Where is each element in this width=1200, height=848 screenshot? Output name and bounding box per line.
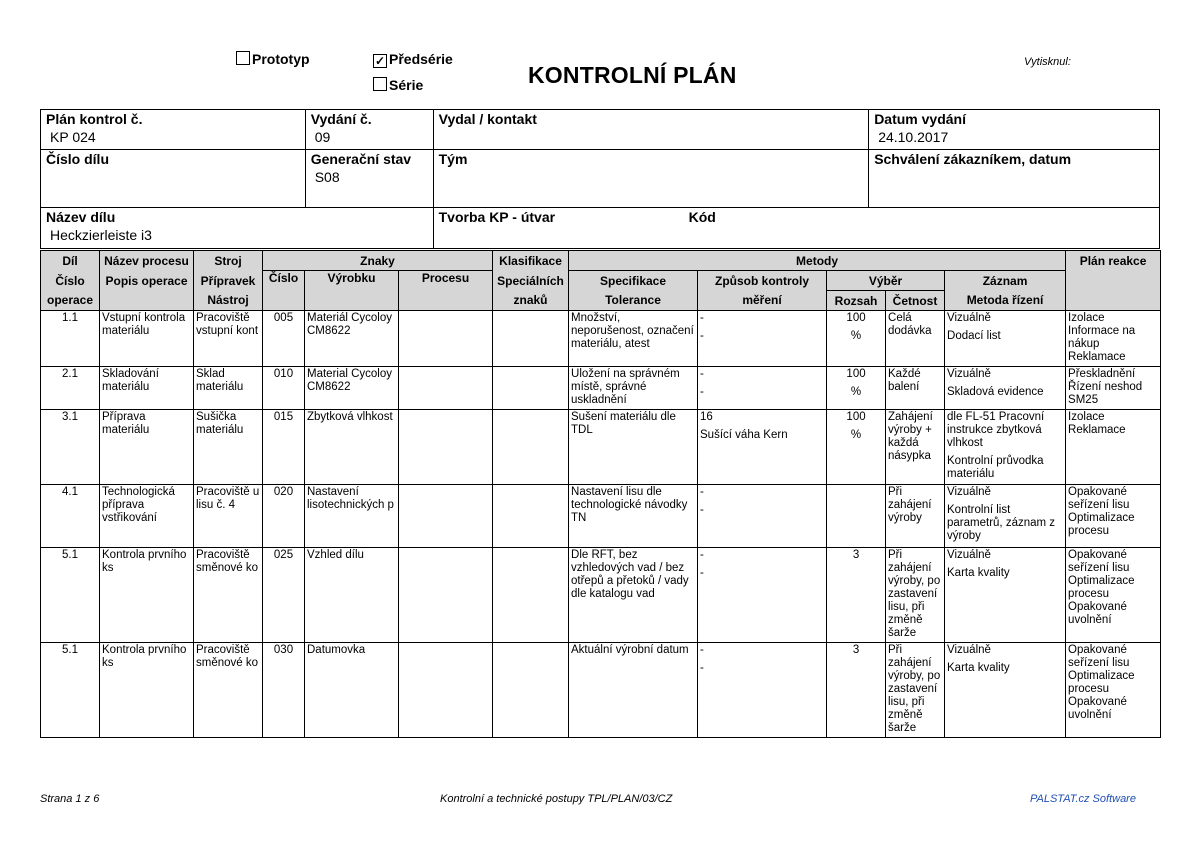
team-cell [433, 150, 869, 208]
cell-proc [399, 367, 493, 410]
col-plan-empty [1066, 271, 1161, 291]
checkbox-box[interactable] [236, 51, 250, 65]
cell-range [827, 548, 886, 643]
cell-range [827, 485, 886, 548]
cell-range [827, 643, 886, 738]
cell-machine: Pracoviště směnové ko [194, 643, 263, 738]
cell-spec: Aktuální výrobní datum [569, 643, 698, 738]
cell-special [493, 485, 569, 548]
col-klasifikace: Klasifikace [493, 251, 569, 271]
col-cislo: Číslo [41, 271, 100, 291]
table-row [41, 367, 1161, 410]
cell-no: 025 [263, 548, 305, 643]
footer-page: Strana 1 z 6 [40, 793, 100, 805]
method-2: - [700, 567, 704, 579]
plan-no-cell [41, 110, 306, 150]
cell-no: 010 [263, 367, 305, 410]
col-znaky: Znaky [263, 251, 493, 271]
cell-freq: Celá dodávka [886, 311, 945, 367]
record-2: Kontrolní průvodka materiálu [947, 455, 1044, 480]
method-2: - [700, 504, 704, 516]
cell-op: 4.1 [41, 485, 100, 548]
cell-special [493, 643, 569, 738]
creation-cell [433, 208, 1159, 249]
record-1: Vizuálně [947, 312, 991, 324]
cell-spec: Sušení materiálu dle TDL [569, 410, 698, 485]
col-plan-reakce: Plán reakce [1066, 251, 1161, 271]
cell-machine: Sušička materiálu [194, 410, 263, 485]
cell-no: 015 [263, 410, 305, 485]
col-operace: operace [41, 291, 100, 311]
col-specialnich: Speciálních [493, 271, 569, 291]
cell-range [827, 410, 886, 485]
cell-no: 030 [263, 643, 305, 738]
cell-machine: Pracoviště směnové ko [194, 548, 263, 643]
method-1: - [700, 312, 704, 324]
printed-by-label: Vytisknul: [1024, 56, 1071, 68]
date-cell [869, 110, 1160, 150]
cell-method [698, 311, 827, 367]
cell-range [827, 367, 886, 410]
cell-record [945, 311, 1066, 367]
range-2: % [850, 429, 862, 441]
col-popis-empty [100, 291, 194, 311]
cell-record [945, 410, 1066, 485]
col-cetnost: Četnost [886, 291, 945, 311]
part-name-value: Heckzierleiste i3 [50, 227, 152, 243]
cell-machine: Pracoviště u lisu č. 4 [194, 485, 263, 548]
range-1: 100 [846, 312, 866, 324]
record-1: Vizuálně [947, 644, 991, 656]
cell-spec: Dle RFT, bez vzhledových vad / bez otřepů a přetoků / vady dle katalogu vad [569, 548, 698, 643]
issue-label: Vydání č. [310, 111, 372, 127]
method-2: Sušící váha Kern [700, 429, 788, 441]
plan-no-label: Plán kontrol č. [46, 111, 143, 127]
col-specifikace: Specifikace [569, 271, 698, 291]
date-label: Datum vydání [874, 111, 966, 127]
cell-record [945, 367, 1066, 410]
checkbox-box[interactable] [373, 77, 387, 91]
gen-state-value: S08 [314, 169, 340, 185]
part-name-label: Název dílu [46, 209, 116, 225]
cell-method [698, 367, 827, 410]
method-1: 16 [700, 411, 713, 423]
cell-product: Datumovka [305, 643, 399, 738]
cell-freq: Při zahájení výroby, po zastavení lisu, při změně šarže [886, 643, 945, 738]
cell-proc [399, 643, 493, 738]
col-mereni: měření [698, 291, 827, 311]
cell-machine: Sklad materiálu [194, 367, 263, 410]
col-zpusob: Způsob kontroly [698, 271, 827, 291]
table-row [41, 311, 1161, 367]
record-1: Vizuálně [947, 368, 991, 380]
record-2: Karta kvality [947, 662, 1010, 674]
range-1: 3 [852, 644, 860, 656]
method-1: - [700, 368, 704, 380]
record-2: Dodací list [947, 330, 1001, 342]
check-icon[interactable]: ✓ [374, 54, 386, 68]
cell-record [945, 548, 1066, 643]
record-2: Kontrolní list parametrů, záznam z výroby [947, 504, 1056, 542]
col-plan-empty2 [1066, 291, 1161, 311]
part-name-cell [41, 208, 434, 249]
date-value: 24.10.2017 [878, 129, 949, 145]
table-row [41, 643, 1161, 738]
col-zaznam: Záznam [945, 271, 1066, 291]
approval-label: Schválení zákazníkem, datum [874, 151, 1072, 167]
cell-machine: Pracoviště vstupní kont [194, 311, 263, 367]
cell-freq: Při zahájení výroby, po zastavení lisu, při změně šarže [886, 548, 945, 643]
cell-method [698, 548, 827, 643]
cell-product: Zbytková vlhkost [305, 410, 399, 485]
cell-reaction: Opakované seřízení lisu Optimalizace procesu Opakované uvolnění [1066, 643, 1161, 738]
record-1: Vizuálně [947, 486, 991, 498]
col-metody: Metody [569, 251, 1066, 271]
cell-method [698, 410, 827, 485]
cell-proc [399, 311, 493, 367]
col-dil: Díl [41, 251, 100, 271]
cell-freq: Zahájení výroby + každá násypka [886, 410, 945, 485]
part-no-label: Číslo dílu [46, 151, 109, 167]
checkbox-label: Série [389, 77, 424, 93]
issue-cell [305, 110, 433, 150]
cell-op: 3.1 [41, 410, 100, 485]
checkbox-prototyp[interactable] [236, 51, 310, 67]
col-znaku: znaků [493, 291, 569, 311]
col-znak-cislo: Číslo [263, 271, 305, 311]
gen-state-cell [305, 150, 433, 208]
range-1: 100 [846, 411, 866, 423]
gen-state-label: Generační stav [310, 151, 412, 167]
footer-software-link[interactable]: PALSTAT.cz Software [1030, 793, 1136, 805]
cell-op: 5.1 [41, 548, 100, 643]
approval-cell [869, 150, 1160, 208]
cell-proc [399, 548, 493, 643]
col-nazev: Název procesu [100, 251, 194, 271]
page-title: KONTROLNÍ PLÁN [528, 62, 737, 88]
record-1: dle FL-51 Pracovní instrukce zbytková vlhkost [947, 411, 1045, 449]
record-1: Vizuálně [947, 549, 991, 561]
method-1: - [700, 549, 704, 561]
col-stroj: Stroj [194, 251, 263, 271]
cell-op: 5.1 [41, 643, 100, 738]
cell-process: Kontrola prvního ks [100, 643, 194, 738]
creation-label: Tvorba KP - útvar [438, 209, 556, 225]
team-label: Tým [438, 151, 468, 167]
checkbox-label: Prototyp [252, 51, 310, 67]
method-1: - [700, 644, 704, 656]
issued-by-cell [433, 110, 869, 150]
checkbox-label: Předsérie [389, 51, 453, 67]
issue-value: 09 [314, 129, 331, 145]
header-table [40, 109, 1160, 249]
cell-op: 1.1 [41, 311, 100, 367]
cell-process: Vstupní kontrola materiálu [100, 311, 194, 367]
method-2: - [700, 386, 704, 398]
cell-range [827, 311, 886, 367]
method-2: - [700, 662, 704, 674]
cell-product: Material Cycoloy CM8622 [305, 367, 399, 410]
col-tolerance: Tolerance [569, 291, 698, 311]
col-popis: Popis operace [100, 271, 194, 291]
control-plan-table [40, 250, 1161, 738]
table-row [41, 485, 1161, 548]
checkbox-serie[interactable] [373, 77, 423, 93]
cell-product: Vzhled dílu [305, 548, 399, 643]
cell-special [493, 367, 569, 410]
col-rozsah: Rozsah [827, 291, 886, 311]
col-vyrobku: Výrobku [305, 271, 399, 311]
cell-process: Technologická příprava vstřikování [100, 485, 194, 548]
cell-record [945, 643, 1066, 738]
cell-no: 005 [263, 311, 305, 367]
cell-proc [399, 485, 493, 548]
cell-method [698, 485, 827, 548]
cell-special [493, 548, 569, 643]
col-vyber: Výběr [827, 271, 945, 291]
method-2: - [700, 330, 704, 342]
plan-no-value: KP 024 [50, 129, 96, 145]
col-procesu: Procesu [399, 271, 493, 311]
record-2: Skladová evidence [947, 386, 1044, 398]
cell-reaction: Izolace Informace na nákup Reklamace [1066, 311, 1161, 367]
cell-process: Příprava materiálu [100, 410, 194, 485]
footer-doc: Kontrolní a technické postupy TPL/PLAN/03/CZ [440, 793, 673, 805]
cell-spec: Uložení na správném místě, správné uskladnění [569, 367, 698, 410]
code-label: Kód [688, 209, 716, 225]
table-row [41, 410, 1161, 485]
cell-record [945, 485, 1066, 548]
method-1: - [700, 486, 704, 498]
range-1: 3 [852, 549, 860, 561]
table-row [41, 548, 1161, 643]
cell-method [698, 643, 827, 738]
record-2: Karta kvality [947, 567, 1010, 579]
cell-no: 020 [263, 485, 305, 548]
cell-spec: Nastavení lisu dle technologické návodky TN [569, 485, 698, 548]
col-metoda: Metoda řízení [945, 291, 1066, 311]
checkbox-predserie[interactable] [373, 51, 453, 68]
cell-process: Skladování materiálu [100, 367, 194, 410]
cell-freq: Při zahájení výroby [886, 485, 945, 548]
cell-op: 2.1 [41, 367, 100, 410]
cell-proc [399, 410, 493, 485]
cell-product: Materiál Cycoloy CM8622 [305, 311, 399, 367]
cell-reaction: Přeskladnění Řízení neshod SM25 [1066, 367, 1161, 410]
cell-special [493, 311, 569, 367]
range-2: % [850, 386, 862, 398]
range-2: % [850, 330, 862, 342]
cell-reaction: Opakované seřízení lisu Optimalizace procesu [1066, 485, 1161, 548]
issued-by-label: Vydal / kontakt [438, 111, 537, 127]
cell-freq: Každé balení [886, 367, 945, 410]
cell-special [493, 410, 569, 485]
cell-reaction: Opakované seřízení lisu Optimalizace procesu Opakované uvolnění [1066, 548, 1161, 643]
cell-process: Kontrola prvního ks [100, 548, 194, 643]
col-nastroj: Nástroj [194, 291, 263, 311]
cell-spec: Množství, neporušenost, označení materiálu, atest [569, 311, 698, 367]
range-1: 100 [846, 368, 866, 380]
part-no-cell [41, 150, 306, 208]
cell-product: Nastavení lisotechnických p [305, 485, 399, 548]
col-pripravek: Přípravek [194, 271, 263, 291]
cell-reaction: Izolace Reklamace [1066, 410, 1161, 485]
